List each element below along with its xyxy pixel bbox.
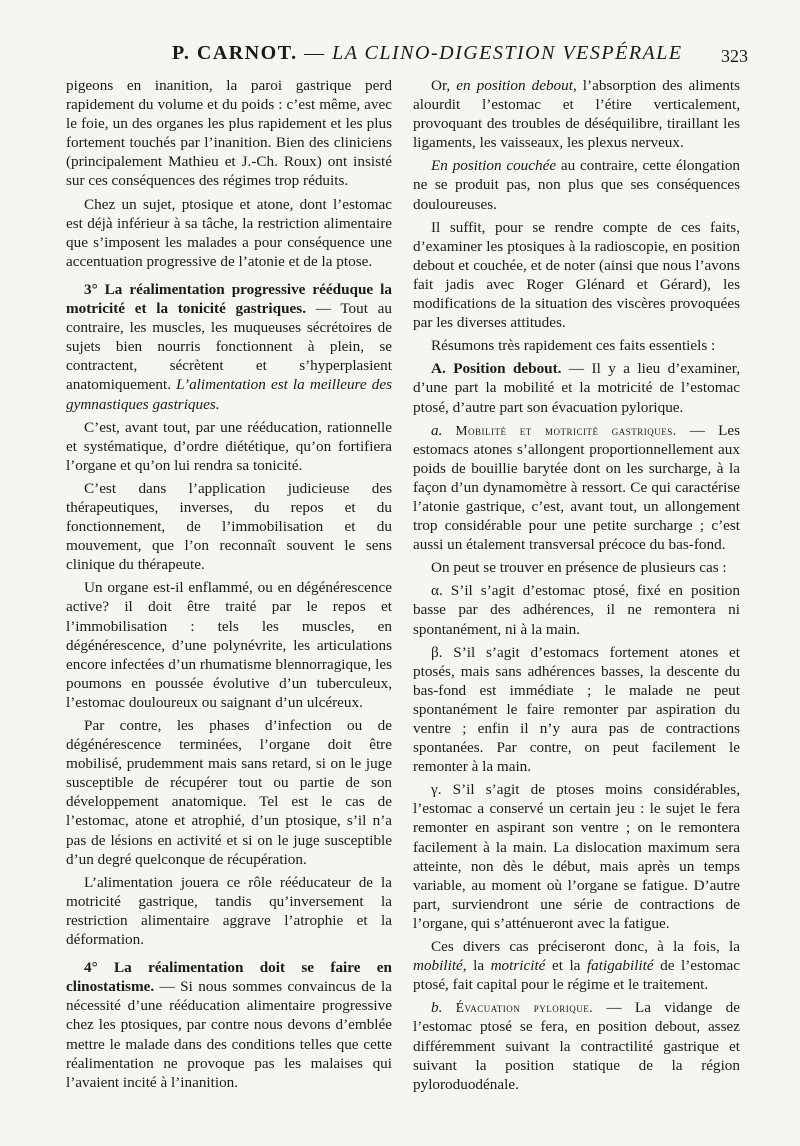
section-a-paragraph (413, 359, 740, 416)
section-4-heading: 4° La réalimentation doit se faire en clinostatisme. (66, 959, 392, 996)
section-a-text: — Il y a lieu d’examiner, d’une part la mobilité et la motricité de l’estomac ptosé, d’autre part son évacuation pylorique. (413, 360, 740, 416)
case-alpha: α. S’il s’agit d’estomac ptosé, fixé en position basse par des adhérences, il ne remontera ni spontanément, ni à la main. (413, 582, 740, 638)
section-3-paragraph (66, 280, 392, 414)
right-column (413, 76, 740, 1098)
text-run: Or, (431, 77, 457, 94)
section-4-text: — Si nous sommes convaincus de la nécessité d’une rééducation alimentaire progressive chez les ptosiques, par contre nous devons d’emblée mettre le malade dans des conditions telles que cette réalimentation ne provoque pas les malaises qui l’avaient incité à l’inanition. (66, 978, 392, 1091)
paragraph (413, 76, 740, 152)
paragraph: pigeons en inanition, la paroi gastrique perd rapidement du volume et du poids : c’est même, avec le foie, un des organes les plus rapidement et les plus fortement touchés par l’inanition. Bien des cliniciens (principalement Mathieu et J.-Ch. Roux) ont insisté sur ces conséquences des régimes trop réduits. (66, 77, 392, 190)
paragraph: Résumons très rapidement ces faits essentiels : (431, 337, 716, 355)
header-title: LA CLINO-DIGESTION VESPÉRALE (332, 42, 683, 64)
subsection-b-text: — La vidange de l’estomac ptosé se fera, en position debout, assez différemment suivant la contractilité gastrique et suivant la position statique de la région pyloroduodénale. (413, 999, 740, 1093)
section-3-text: Tout au contraire, les muscles, les muqueuses sécrétoires de sujets bien nourris fonctionnent à plein, se contractent, sécrètent et s’hyperplasient anatomiquement. (66, 300, 392, 394)
text-run: , la (462, 957, 491, 975)
page-header (60, 38, 748, 74)
section-3-italic: L’alimentation est la meilleure des gymnastiques gastriques. (66, 376, 392, 413)
paragraph: C’est dans l’application judicieuse des thérapeutiques, inverses, du repos et du fonctionnement, de l’immobilisation et du mouvement, que l’on reconnaît souvent le sens clinique du thérapeute. (66, 479, 392, 574)
paragraph: On peut se trouver en présence de plusieurs cas : (431, 559, 727, 577)
case-gamma: γ. S’il s’agit de ptoses moins considérables, l’estomac a conservé un certain jeu : le sujet le fera remonter en aspirant son ventre ; on le remontera facilement à la main. La dislocation maximum sera atteinte, non dès le début, mais après un temps variable, au moment où l’organe se fatigue. D’autre part, surviendront une série de contractions de l’organe, qui s’atténueront avec la fatigue. (413, 781, 740, 932)
paragraph: Chez un sujet, ptosique et atone, dont l’estomac est déjà inférieur à sa tâche, la restriction alimentaire que s’imposent les malades a pour conséquence une accentuation progressive de l’atonie et de la ptose. (66, 195, 392, 270)
italic-run: motricité (490, 957, 546, 975)
italic-run: En position couchée (431, 157, 557, 175)
header-dash: — (297, 42, 333, 64)
paragraph: Par contre, les phases d’infection ou de dégénérescence terminées, l’organe doit être mobilisé, prudemment mais sans retard, si on le juge susceptible de récupérer tout ou partie de son développement anatomique. Tel est le cas de l’estomac, atone et atrophié, d’un ptosique, s’il n’a pas de lésions en activité et si on le juge susceptible d’un degré quelconque de récupération. (66, 717, 392, 868)
paragraph: C’est, avant tout, par une rééducation, rationnelle et systématique, d’ordre diététique, qu’on fortifiera l’organe et qu’on lui rendra sa tonicité. (66, 418, 392, 474)
subsection-b-paragraph (413, 998, 740, 1093)
subsection-b-label: b. (431, 999, 456, 1017)
paragraph: L’alimentation jouera ce rôle rééducateur de la motricité gastrique, tandis qu’inversement la restriction alimentaire aggrave l’atrophie et la déformation. (66, 873, 392, 949)
section-4-paragraph (66, 958, 392, 1092)
paragraph: Il suffit, pour se rendre compte de ces faits, d’examiner les ptosiques à la radioscopie, en position debout et couchée, et de noter (ainsi que nous l’avons fait jadis avec Roger Glénard et Gérard), les modifications de la situation des viscères provoquées par les diverses attitudes. (413, 218, 740, 332)
section-3-heading: 3° La réalimentation progressive rééduque la motricité et la tonicité gastriques. (66, 280, 392, 318)
text-run: au contraire, cette élongation ne se produit pas, non plus que ses conséquences douloureuses. (413, 157, 741, 213)
subsection-a-label: a. (431, 421, 456, 439)
section-a-heading: A. Position debout. (431, 360, 562, 378)
text-run: , l’absorption des aliments alourdit l’estomac et l’étire verticalement, provoquant des troubles de déséquilibre, tiraillant les ligaments, les vaisseaux, les plexus nerveux. (413, 77, 740, 152)
paragraph (413, 156, 740, 213)
subsection-b-heading: Évacuation pylorique. (455, 1000, 594, 1016)
italic-run: mobilité (413, 957, 463, 975)
text-run: Ces divers cas préciseront donc, à la fois, la (431, 938, 740, 956)
italic-run: en position debout (456, 77, 573, 94)
left-column (66, 76, 392, 1096)
running-head (172, 42, 683, 65)
header-author: P. CARNOT. (172, 42, 298, 64)
subsection-a-text: — Les estomacs atones s’allongent proportionnellement aux poids de bouillie barytée dont on les surcharge, à la façon d’un dynamomètre à ressort. Ce qui caractérise l’atonie gastrique, c’est, avant tout, un allongement trop considérable pour une petite surcharge ; c’est aussi un étalement transversal précoce du bas-fond. (413, 421, 741, 554)
page-number: 323 (721, 46, 748, 66)
subsection-a-paragraph (413, 421, 740, 555)
case-beta: β. S’il s’agit d’estomacs fortement atones et ptosés, mais sans adhérences basses, la descente du bas-fond est immédiate ; le malade ne peut spontanément le faire remonter par aspiration du ventre ; enfin il n’y aura pas de contractions spontanées. Par contre, on peut facilement le remonter à la main. (413, 643, 740, 776)
italic-run: fatigabilité (586, 957, 654, 975)
section-3-dash: — (306, 300, 341, 318)
text-run: et la (545, 957, 587, 975)
paragraph (413, 937, 740, 994)
paragraph: Un organe est-il enflammé, ou en dégénérescence active? il doit être traité par le repos et l’immobilisation : tels les muscles, en dégénérescence, d’une polynévrite, les articulations encore infectées d’un rhumatisme blennorragique, les poumons en poussée évolutive d’un tuberculeux, l’estomac douloureux ou saignant d’un ulcéreux. (66, 579, 392, 711)
subsection-a-heading: Mobilité et motricité gastriques. (455, 422, 677, 438)
text-run: de l’estomac ptosé, fait capital pour le régime et le traitement. (413, 957, 741, 994)
